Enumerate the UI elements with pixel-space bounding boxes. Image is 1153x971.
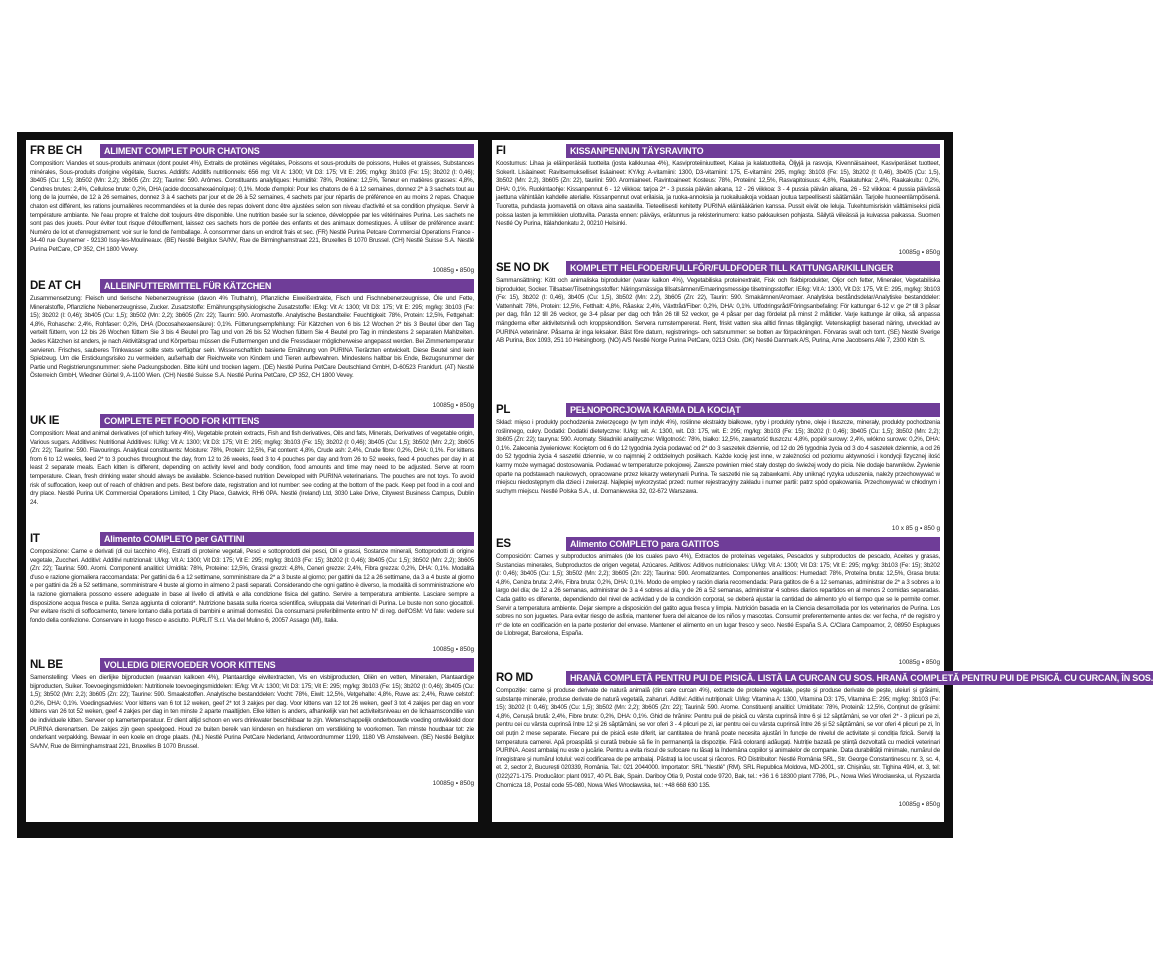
- country-code: ES: [496, 537, 511, 550]
- product-title-bar: ALLEINFUTTERMITTEL FÜR KÄTZCHEN: [100, 279, 474, 293]
- section-text: Composition: Viandes et sous-produits animaux (dont poulet 4%), Extraits de protéines végétales, Poissons et sous-produits de poissons, Huiles et graisses, Substances minérales, Sous-produits d'origine végétale, Sucres. Additifs: Additifs nutritionnels: 656 mg: Vit A: 1300; Vit D3: 175; Vit E: 295; mg/kg: 3b103 (Fe: 15); 3b202 (I: 0,46); 3b405 (Cu: 1,5); 3b502 (Mn: 2,2); 3b605 (Zn: 22); Taurine: 590. Arômes. Constituants analytiques: Humidité: 78%, Protéine: 12,5%, Teneur en matières grasses: 4,8%, Cendres brutes: 2,4%, Cellulose brute: 0,2%, DHA (acide docosahexaénoïque): 0,1%. Mode d'emploi: Pour les chatons de 6 à 12 semaines, donnez 2* à 3 sachets tout au long de la journée, de 12 à 26 semaines, donnez 3 à 4 sachets par jour et de 26 à 52 semaines, 4 sachets par jour répartis de préférence en au moins 2 repas. Chaque chaton est différent, les rations journalières recommandées et la durée des repas doivent donc être ajustées selon son niveau d'activité et sa condition physique. Servir à température ambiante. Ne l'eau propre et fraîche doit toujours être disponible. Une nutrition basée sur la science, développée par les vétérinaires Purina. Les sachets ne sont pas des jouets. Pour éviter tout risque d'étouffement, laissez ces sachets hors de portée des enfants et des animaux domestiques. À utiliser de préférence avant: Numéro de lot et d'enregistrement: voir sur le fond de l'emballage. À consommer dans un endroit frais et sec. (FR) Nestlé Purina Petcare Commercial Operations France - 34-40 rue Guynemer - 92130 Issy-les-Moulineaux. (BE) Nestlé Belgilux SA/NV, Rue de Birminghamstraat 221, Bruxelles B 1070 Brussel. (CH) Nestlé Suisse S.A. Nestlé Purina PetCare, CP 352, CH 1800 Vevey.: [30, 160, 474, 253]
- section-text: Sammansättning: Kött och animaliska biprodukter (varav kalkon 4%), Vegetabiliska proteinextrakt, Fisk och fiskbiprodukter, Oljor och fetter, Mineraler, Vegetabiliska biprodukter, Socker. Tillsatser/Tilsetningsstoffer: Näringsmässiga tillsatsämnen/Ernæringsmessige tilsetningsstoffer: IE/kg: Vit A: 1300, Vit D3: 175, Vit E: 295, mg/kg: 3b103 (Fe: 15), 3b202 (I: 0,46), 3b405 (Cu: 1,5), 3b502 (Mn: 2,2), 3b605 (Zn: 22), Taurin: 590. Smakämnen/Aromaer. Analytiska beståndsdelar/Analytiske bestanddeler: Vattenhalt: 78%, Protein: 12,5%, Fetthalt: 4,8%, Råaska: 2,4%, Växttråd/Fiber: 0,2%, DHA: 0,1%. Utfodringsråd/Fôringsanbefaling: För kattungar 6-12 v: ge 2* till 3 påsar per dag, från 12 till 26 veckor, ge 3-4 påsar per dag och från 26 till 52 veckor, ge 4 påsar per dag fördelat på minst 2 måltider. Varje kattunge är olika, så anpassa mängderna efter aktivitetsnivå och kroppskondition. Servera rumstempererat. Rent, friskt vatten ska alltid finnas tillgängligt. Vetenskapligt baserad näring, utvecklad av PURINA veterinärer. Påsarna är inga leksaker. Bäst före datum, registrerings- och satsnummer: se botten av förpackningen. Förvaras svalt och torrt. (SE) Nestlé Sverige AB Purina, Box 1093, 251 10 Helsingborg. (NO) A/S Nestlé Norge Purina PetCare, 0213 Oslo. (DK) Nestlé Danmark A/S, Purina, Arne Jacobsens Allé 7, 2300 Kbh S.: [496, 277, 940, 345]
- section-es: [496, 536, 940, 667]
- net-weight: 10085g ▪ 850g: [432, 646, 474, 653]
- country-code: FR BE CH: [30, 144, 82, 157]
- section-header: [30, 278, 474, 293]
- section-text: Skład: mięso i produkty pochodzenia zwierzęcego (w tym indyk 4%), roślinne ekstrakty białkowe, ryby i produkty rybne, oleje i tłuszcze, minerały, produkty pochodzenia roślinnego, cukry. Dodatki: Dodatki dietetyczne: IU/kg: wit. A: 1300, wit. D3: 175, wit. E: 295; mg/kg: 3b103 (Fe: 15); 3b202 (I: 0,46); 3b405 (Cu: 1,5); 3b502 (Mn: 2,2); 3b605 (Zn: 22); tauryna: 590. Aromaty. Składniki analityczne: Wilgotność: 78%, białko: 12,5%, zawartość tłuszczu: 4,8%, popiół surowy: 2,4%, włókno surowe: 0,2%, DHA: 0,1%. Zalecenia żywieniowe: Kociętom od 6 do 12 tygodnia życia podawać od 2* do 3 saszetek dziennie, od 12 do 26 tygodnia życia od 3 do 4 saszetek dziennie, a od 26 do 52 tygodnia życia 4 saszetki dziennie, w co najmniej 2 oddzielnych posiłkach. Każde kocię jest inne, w zależności od poziomu aktywności i kondycji fizycznej ilość karmy może wymagać dostosowania. Podawać w temperaturze pokojowej. Zawsze powinien mieć stały dostęp do świeżej wody do picia. Nie dodaje barwników. Żywienie oparte na podstawach naukowych, opracowane przez lekarzy weterynarii Purina. Te saszetki nie są zabawkami. Aby uniknąć ryzyka uduszenia, należy przechowywać w miejscu niedostępnym dla dzieci i zwierząt. Najlepiej wykorzystać przed: numer rejestracyjny zakładu i numer partii: patrz spód opakowania. Przechowywać w chłodnym i suchym miejscu. Nestlé Polska S.A., ul. Domaniewska 32, 02-672 Warszawa.: [496, 419, 940, 495]
- section-ro-md: [496, 670, 1153, 809]
- product-title-bar: ALIMENT COMPLET POUR CHATONS: [100, 144, 474, 158]
- label-panel-left: [26, 140, 478, 822]
- country-code: DE AT CH: [30, 279, 81, 292]
- net-weight: 10085g ▪ 850g: [432, 267, 474, 274]
- country-code: UK IE: [30, 414, 60, 427]
- country-code: SE NO DK: [496, 261, 550, 274]
- product-title-bar: PEŁNOPORCJOWA KARMA DLA KOCIĄT: [566, 403, 940, 417]
- section-nl-be: [30, 657, 474, 788]
- section-se-no-dk: [496, 260, 940, 399]
- net-weight: 10085g ▪ 850g: [898, 801, 940, 808]
- section-header: [30, 657, 474, 672]
- section-fr-be-ch: [30, 143, 474, 275]
- section-text: Composición: Carnes y subproductos animales (de los cuales pavo 4%), Extractos de proteínas vegetales, Pescados y subproductos de pescado, Aceites y grasas, Sustancias minerales, Subproductos de origen vegetal, Azúcares. Aditivos: Aditivos nutricionales: UI/kg: Vit A: 1300; Vit D3: 175; Vit E: 295; mg/kg: 3b103 (Fe: 15); 3b202 (I: 0,46); 3b405 (Cu: 1,5); 3b502 (Mn: 2,2); 3b605 (Zn: 22); Taurina: 590. Aromatizantes. Componentes analíticos: Humedad: 78%, Proteína bruta: 12,5%, Grasa bruta: 4,8%, Ceniza bruta: 2,4%, Fibra bruta: 0,2%, DHA: 0,1%. Modo de empleo y ración diaria recomendada: Para gatitos de 6 a 12 semanas, administrar de 2* a 3 sobres a lo largo del día; de 12 a 26 semanas, administrar de 3 a 4 sobres al día, y de 26 a 52 semanas, administrar 4 sobres diarios repartidos en al menos 2 comidas separadas. Cada gatito es diferente, dependiendo del nivel de actividad y de la condición corporal, se deberá ajustar la cantidad de alimento y/o el tiempo que se le permite comer. Servir a temperatura ambiente. Dejar siempre a disposición del gatito agua fresca y limpia. Nutrición basada en la Ciencia desarrollada por los veterinarios de Purina. Los sobres no son juguetes. Para evitar riesgo de asfixia, mantener fuera del alcance de los niños y mascotas. Consumir preferentemente antes de: ver fecha, nº de registro y nº de lote en codificación en la parte posterior del envase. Mantener el alimento en un lugar fresco y seco. Nestlé España S.A. C/Clara Campoamor, 2, 08950 Esplugues de Llobregat, Barcelona, España.: [496, 553, 940, 638]
- net-weight: 10 x 85 g ▪ 850 g: [891, 525, 940, 532]
- section-text: Samenstelling: Vlees en dierlijke bijproducten (waarvan kalkoen 4%), Plantaardige eiwitextracten, Vis en visbijproducten, Oliën en vetten, Mineralen, Plantaardige bijproducten, Suiker. Toevoegingsmiddelen: Nutritionele toevoegingsmiddelen: IE/kg: Vit A: 1300; Vit D3: 175; Vit E: 295; mg/kg: 3b103 (Fe: 15); 3b202 (I: 0,46); 3b405 (Cu: 1,5); 3b502 (Mn: 2,2); 3b605 (Zn: 22); Taurine: 590. Smaakstoffen. Analytische bestanddelen: Vocht: 78%, Eiwit: 12,5%, Vetgehalte: 4,8%, Ruwe as: 2,4%, Ruwe celstof: 0,2%, DHA: 0,1%. Voedingsadvies: Voor kittens van 6 tot 12 weken, geef 2* tot 3 zakjes per dag. Voor kittens van 12 tot 26 weken, geef 3 tot 4 zakjes per dag en voor kittens van 26 tot 52 weken, geef 4 zakjes per dag in ten minste 2 aparte maaltijden. Elke kitten is anders, afhankelijk van het activiteitsniveau en de lichaamsconditie van de individuele kitten. Serveer op kamertemperatuur. Er dient altijd schoon en vers drinkwater beschikbaar te zijn. Wetenschappelijk onderbouwde voeding ontwikkeld door PURINA dierenartsen. De zakjes zijn geen speelgoed. Houd ze buiten bereik van kinderen en huisdieren om verstikking te voorkomen. Ten minste houdbaar tot: zie onderkant verpakking. Bewaar in een koele en droge plaats. (NL) Nestlé Purina PetCare Nederland, Antwoordnummer 1199, 1180 VB Amstelveen. (BE) Nestlé Belgilux SA/NV, Rue de Birminghamstraat 221, Bruxelles B 1070 Brussel.: [30, 674, 474, 750]
- product-title-bar: KISSANPENNUN TÄYSRAVINTO: [566, 144, 940, 158]
- product-title-bar: KOMPLETT HELFODER/FULLFÔR/FULDFODER TILL KATTUNGAR/KILLINGER: [566, 261, 940, 275]
- product-title-bar: HRANĂ COMPLETĂ PENTRU PUI DE PISICĂ. LISTĂ LA CURCAN CU SOS. HRANĂ COMPLETĂ PENTRU PUI DE PISICĂ. CU CURCAN, ÎN SOS.: [566, 671, 1153, 685]
- section-pl: [496, 402, 940, 533]
- section-uk-ie: [30, 413, 474, 528]
- section-header: [496, 536, 940, 551]
- net-weight: 10085g ▪ 850g: [432, 780, 474, 787]
- section-header: [496, 143, 940, 158]
- net-weight: 10085g ▪ 850g: [432, 402, 474, 409]
- section-header: [496, 402, 940, 417]
- section-text: Zusammensetzung: Fleisch und tierische Nebenerzeugnisse (davon 4% Truthahn), Pflanzliche Eiweißextrakte, Fisch und Fischnebenerzeugnisse, Öle und Fette, Mineralstoffe, Pflanzliche Nebenerzeugnisse, Zucker. Zusatzstoffe: Ernährungsphysiologische Zusatzstoffe: IE/kg: Vit A: 1300; Vit D3: 175; Vit E: 295; mg/kg: 3b103 (Fe: 15); 3b202 (I: 0,46); 3b405 (Cu: 1,5); 3b502 (Mn: 2,2); 3b605 (Zn: 22); Taurin: 590. Aromastoffe. Analytische Bestandteile: Feuchtigkeit: 78%, Protein: 12,5%, Fettgehalt: 4,8%, Rohasche: 2,4%, Rohfaser: 0,2%, DHA (Docosahexaensäure): 0,1%. Fütterungsempfehlung: Für Kätzchen von 6 bis 12 Wochen 2* bis 3 Beutel über den Tag verteilt füttern, von 12 bis 26 Wochen füttern Sie 3 bis 4 Beutel pro Tag und von 26 bis 52 Wochen füttern Sie 4 Beutel pro Tag in mindestens 2 separaten Mahlzeiten. Jedes Kätzchen ist anders, je nach Aktivitätsgrad und Körperbau müssen die Futtermengen und die Fressdauer möglicherweise angepasst werden. Bei Zimmertemperatur servieren. Frisches, sauberes Trinkwasser sollte stets verfügbar sein. Wissenschaftlich basierte Ernährung von PURINA Tierärzten entwickelt. Diese Beutel sind kein Spielzeug. Um die Erstickungsrisiko zu vermeiden, außerhalb der Reichweite von Kindern und Tieren aufbewahren. Mindestens haltbar bis Ende, Bezugsnummer der Partie und Registrierungsnummer: siehe Packungsboden. Bitte kühl und trocken lagern. (DE) Nestlé Purina PetCare Deutschland GmbH, D-60523 Frankfurt. (AT) Nestlé Österreich GmbH, Wiedner Gürtel 9, A-1100 Wien. (CH) Nestlé Suisse S.A. Nestlé Purina PetCare, CP 352, CH 1800 Vevey.: [30, 295, 474, 380]
- country-code: NL BE: [30, 658, 63, 671]
- country-code: FI: [496, 144, 506, 157]
- section-de-at-ch: [30, 278, 474, 410]
- country-code: PL: [496, 403, 511, 416]
- section-text: Compoziție: carne și produse derivate de natură animală (din care curcan 4%), extracte de proteine vegetale, pește și produse derivate de pește, uleiuri și grăsimi, substanțe minerale, produse derivate de natură vegetală, zaharuri. Aditivi: Aditivi nutriționali: UI/kg: Vitamina A: 1300, Vitamina D3: 175, Vitamina E: 295; mg/kg: 3b103 (Fe: 15); 3b202 (I: 0,46); 3b405 (Cu: 1,5); 3b502 (Mn: 2,2); 3b605 (Zn: 22); Taurină: 590. Arome. Constituenți analitici: Umiditate: 78%, Proteină: 12,5%, Conținut de grăsimi: 4,8%, Cenușă brută: 2,4%, Fibre brute: 0,2%, DHA: 0,1%. Ghid de hrănire: Pentru puii de pisică cu vârsta cuprinsă între 6 și 12 săptămâni, se vor oferi 2* - 3 plicuri pe zi, pentru cei cu vârsta cuprinsă între 12 și 26 săptămâni, se vor oferi 3 - 4 plicuri pe zi, iar pentru cei cu vârsta cuprinsă între 26 și 52 săptămâni, se vor oferi 4 plicuri pe zi, în cel puțin 2 mese separate. Fiecare pui de pisică este diferit, iar cantitatea de hrană poate necesita ajustări în funcție de nivelul de activitate și condiția fizică. Serviți la temperatura camerei. Apă proaspătă și curată trebuie să fie în permanență la dispoziție. Fără coloranți adăugați. Nutriție bazată pe știință dezvoltată cu medicii veterinari PURINA. Acest ambalaj nu este o jucărie. Pentru a evita riscul de sufocare nu lăsați la îndemâna copiilor și animalelor de companie. Data durabilității minimale, numărul de înregistrare și numărul lotului: vezi codificarea de pe ambalaj. Păstrați la loc uscat și răcoros. RO Distribuitor: Nestlé România SRL, Str. George Constantinescu nr. 3, sc. 4, et. 2, sector 2, București 020339, România. Tel.: 021 2044000. Importator: SRL "Nestlé" (RM). SRL Republica Moldova, MD-2001, str. Chișinău, str. Tighina 49/4, et. 3, tel: (022)271-175. Producător: plant 0917, 40 PL Bak, Spain. Dariboy Otia 9, Postal code 9720, Bak, tel.: +36 1 6 18300 plant 7786, PL-, Nowa Wieś Wrocławska, ul. Ryszarda Chomicza 18, Postal code 55-080, Nowa Wieś Wrocławska, tel.: +48 668 630 135.: [496, 687, 940, 789]
- section-fi: [496, 143, 940, 257]
- section-text: Composizione: Carne e derivati (di cui tacchino 4%), Estratti di proteine vegetali, Pesci e sottoprodotti dei pesci, Oli e grassi, Sostanze minerali, Sottoprodotti di origine vegetale, Zuccheri. Additivi: Additivi nutrizionali: UI/kg: Vit A: 1300; Vit D3: 175; Vit E: 295; mg/kg: 3b103 (Fe: 15); 3b202 (I: 0,46); 3b405 (Cu: 1,5); 3b502 (Mn: 2,2); 3b605 (Zn: 22); Taurina: 590. Aromi. Componenti analitici: Umidità: 78%, Proteine: 12,5%, Grassi grezzi: 4,8%, Ceneri grezze: 2,4%, Fibra grezza: 0,2%, DHA: 0,1%. Modalità d'uso e razione giornaliera raccomandata: Per gattini da 6 a 12 settimane, somministrare da 2* a 3 buste al giorno; per gattini da 12 a 26 settimane, da 3 a 4 buste al giorno e per gattini da 26 a 52 settimane, somministrare 4 buste al giorno in almeno 2 pasti separati. Considerando che ogni gattino è diverso, la modalità di somministrazione e/o la razione giornaliera possono essere adeguate in base al livello di attività e alla condizione fisica del gattino. Servire a temperatura ambiente. Lasciare sempre a disposizione acqua fresca e pulita. Senza aggiunta di coloranti*. Nutrizione basata sulla ricerca scientifica, sviluppata dai Veterinari di Purina. Le buste non sono giocattoli. Per evitare rischi di soffocamento, tenere lontano dalla portata di bambini e animali domestici. Da consumarsi preferibilmente entro N° di reg. dell'OSM: Vd fate: vedere sul fondo della confezione. Conservare in luogo fresco e asciutto. PURLIT S.r.l. Via del Mulino 6, 20057 Assago (MI), Italia.: [30, 548, 474, 624]
- product-title-bar: COMPLETE PET FOOD FOR KITTENS: [100, 414, 474, 428]
- label-panel-right: [492, 140, 1153, 822]
- section-header: [30, 143, 474, 158]
- section-header: [30, 413, 474, 428]
- country-code: IT: [30, 532, 40, 545]
- section-header: [496, 670, 1153, 685]
- product-title-bar: Alimento COMPLETO para GATITOS: [566, 537, 940, 551]
- country-code: RO MD: [496, 671, 533, 684]
- section-text: Composition: Meat and animal derivatives (of which turkey 4%), Vegetable protein extracts, Fish and fish derivatives, Oils and fats, Minerals, Derivatives of vegetable origin, Various sugars. Additives: Nutritional Additives: IU/kg: Vit A: 1300; Vit D3: 175; Vit E: 295; mg/kg: 3b103 (Fe: 15); 3b202 (I: 0,46); 3b405 (Cu: 1,5); 3b502 (Mn: 2,2); 3b605 (Zn: 22); Taurine: 590. Flavourings. Analytical constituents: Moisture: 78%, Protein: 12,5%, Fat content: 4,8%, Crude ash: 2,4%, Crude fibre: 0,2%, DHA: 0,1%. For kittens from 6 to 12 weeks, feed 2* to 3 pouches throughout the day, from 12 to 26 weeks, feed 3 to 4 pouches per day and from 26 to 52 weeks, feed 4 pouches per day in at least 2 separate meals. Each kitten is different, depending on activity level and body condition, food amounts and time may need to be adjusted. Serve at room temperature. Clean, fresh drinking water should always be available. Science-based nutrition Developed with PURINA veterinarians. The pouches are not toys. To avoid risk of suffocation, keep out of reach of children and pets. Best before date, registration and lot number: see coding at the bottom of the pack. Keep pet food in a cool and dry place. Nestlé Purina UK Commercial Operations Limited, 1 City Place, Gatwick, RH6 0PA. Nestlé (Ireland) Ltd, 3030 Lake Drive, Citywest Business Campus, Dublin 24.: [30, 430, 474, 506]
- pet-food-label: [17, 132, 1153, 838]
- net-weight: 10085g ▪ 850g: [898, 249, 940, 256]
- product-title-bar: Alimento COMPLETO per GATTINI: [100, 532, 474, 546]
- net-weight: 10085g ▪ 850g: [898, 659, 940, 666]
- section-text: Koostumus: Lihaa ja eläinperäisiä tuotteita (josta kalkkunaa 4%), Kasviproteiiniuutteet, Kalaa ja kalatuotteita, Öljyjä ja rasvoja, Kivennäisaineet, Kasviperäiset tuotteet, Sokerit. Lisäaineet: Ravitsemukselliset lisäaineet: KY/kg: A-vitamiini: 1300, D3-vitamiini: 175, E-vitamiini: 295, mg/kg: 3b103 (Fe: 15), 3b202 (I: 0,46), 3b405 (Cu: 1,5), 3b502 (Mn: 2,2), 3b605 (Zn: 22), tauriini: 590. Aromiaineet. Ravintoaineet: Kosteus: 78%, Proteiini: 12,5%, Rasvapitoisuus: 4,8%, Raakatuhka: 2,4%, Raakakuitu: 0,2%, DHA: 0,1%. Ruokintaohje: Kissanpennut 6 - 12 viikkoa: tarjoa 2* - 3 pussia päivän aikana, 12 - 26 viikkoa: 3 - 4 pussia päivän aikana, 26 - 52 viikkoa: 4 pussia päivässä jaettuna vähintään kahdelle aterialle. Kissanpennut ovat erilaisia, ja ruoka-annoksia ja ruokailuaikoja voidaan joutua tarpeellisesti säätämään. Tarjoile huoneenlämpöisenä. Tuoretta, puhdasta juomavettä on oltava aina saatavilla. Tieteellisesti kehitetty PURINA eläinlääkärien kanssa. Pussit eivät ole leluja. Tukehtumisriskin välttämiseksi pidä poissa lasten ja lemmikkien ulottuvilta. Parasta ennen: päiväys, erätunnus ja rekisterinumero: katso pakkauksen pohjasta. Säilytä viileässä ja kuivassa paikassa. Suomen Nestlé Oy Purina, Itälahdenkatu 2, 00210 Helsinki.: [496, 160, 940, 228]
- section-header: [30, 531, 474, 546]
- product-title-bar: VOLLEDIG DIERVOEDER VOOR KITTENS: [100, 658, 474, 672]
- section-header: [496, 260, 940, 275]
- section-it: [30, 531, 474, 654]
